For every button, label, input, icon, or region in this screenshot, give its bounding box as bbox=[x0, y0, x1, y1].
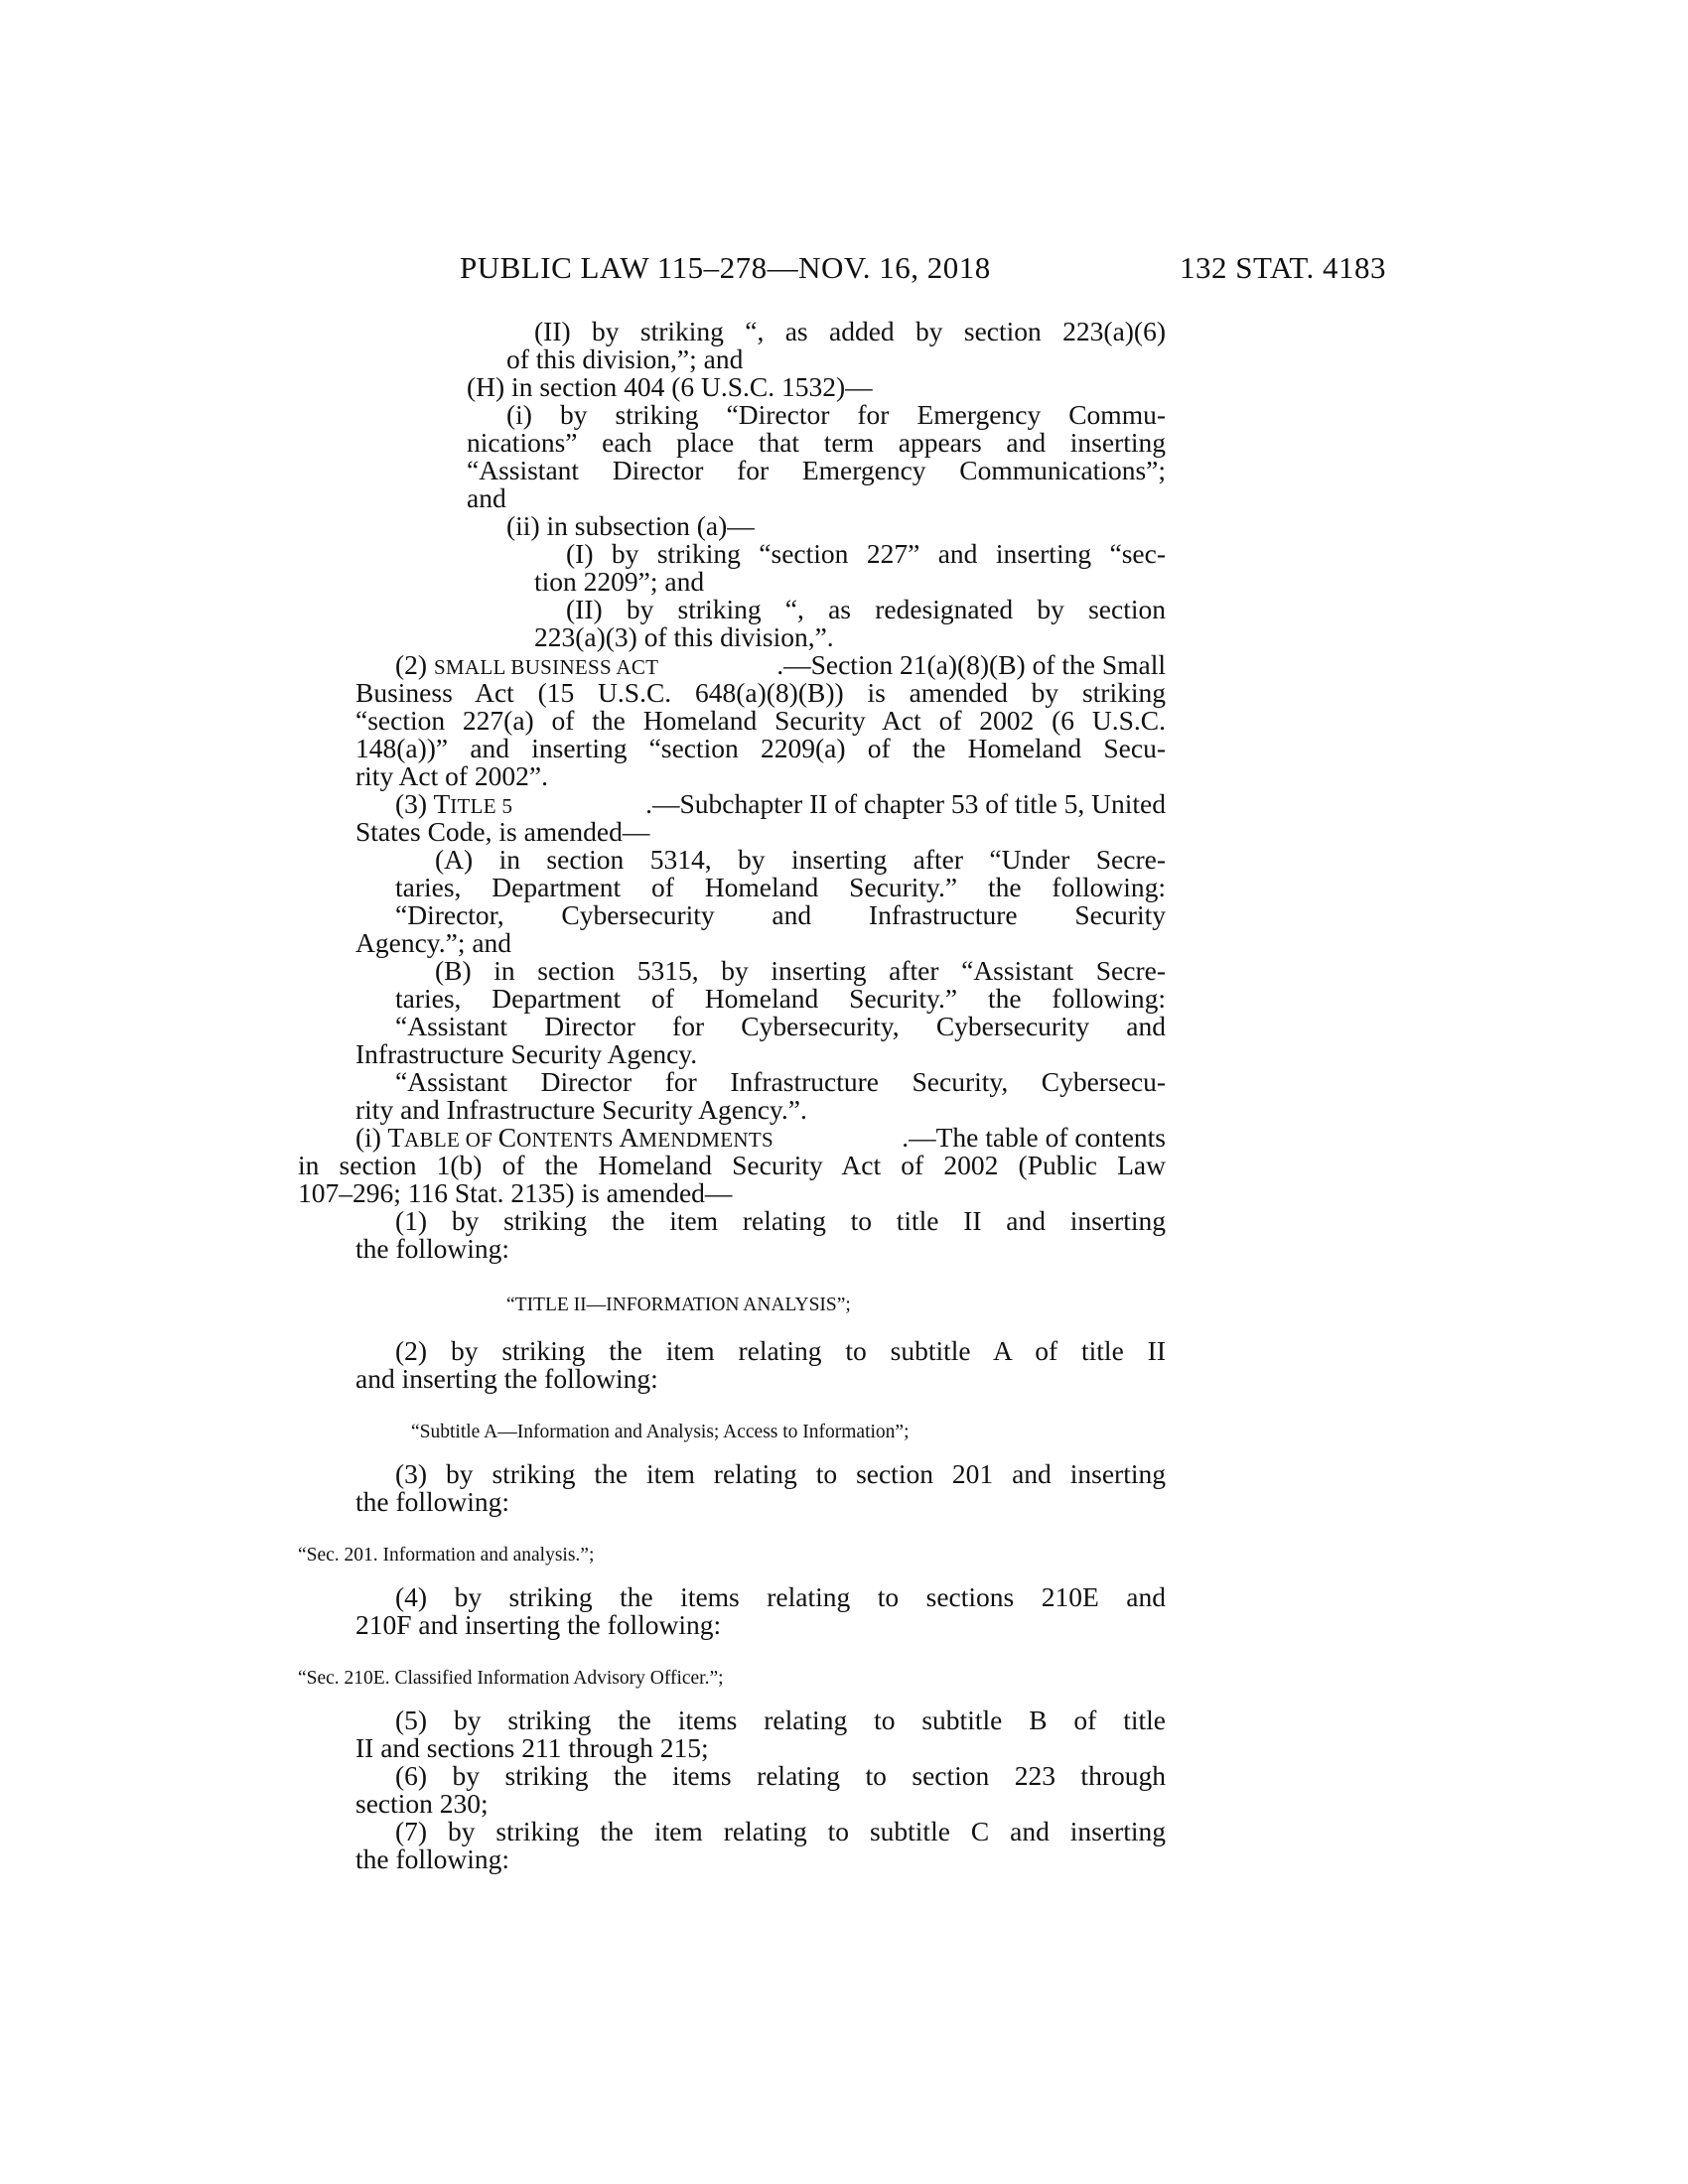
text-line: 223(a)(3) of this division,”. bbox=[534, 621, 834, 652]
text-line: “section 227(a) of the Homeland Security Act of 2002 (6 U.S.C. bbox=[355, 705, 1166, 736]
text-line: the following: bbox=[355, 1843, 510, 1874]
small-caps-heading: MENDMENTS bbox=[638, 1128, 774, 1152]
text-line: (3) by striking the item relating to section 201 and inserting bbox=[395, 1458, 1166, 1489]
text-run: (3) T bbox=[395, 788, 451, 819]
small-caps-heading: ITLE 5 bbox=[450, 794, 513, 818]
running-header-title: PUBLIC LAW 115–278—NOV. 16, 2018 bbox=[460, 250, 991, 285]
text-line: taries, Department of Homeland Security.” the following: bbox=[395, 983, 1166, 1014]
text-line: 210F and inserting the following: bbox=[355, 1609, 722, 1640]
text-run: C bbox=[497, 1122, 517, 1153]
text-line: nications” each place that term appears and inserting bbox=[467, 427, 1166, 458]
toc-insert-line: “Subtitle A—Information and Analysis; Access to Information”; bbox=[411, 1422, 910, 1442]
running-header-stat-page: 132 STAT. 4183 bbox=[1180, 250, 1387, 285]
toc-insert-line: “Sec. 201. Information and analysis.”; bbox=[298, 1545, 595, 1566]
text-line: “Assistant Director for Infrastructure Security, Cybersecu- bbox=[395, 1066, 1166, 1097]
text-line: (II) by striking “, as added by section 223(a)(6) bbox=[534, 316, 1166, 346]
text-line: tion 2209”; and bbox=[534, 566, 705, 597]
text-line: (2) by striking the item relating to subtitle A of title II bbox=[395, 1335, 1166, 1366]
text-line: (H) in section 404 (6 U.S.C. 1532)— bbox=[467, 371, 873, 402]
text-line: the following: bbox=[355, 1486, 510, 1517]
text-line: rity and Infrastructure Security Agency.”. bbox=[355, 1094, 807, 1125]
text-line: “Director, Cybersecurity and Infrastructure Security bbox=[395, 899, 1166, 930]
text-run: (i) T bbox=[355, 1122, 405, 1153]
toc-insert-line: “TITLE II—INFORMATION ANALYSIS”; bbox=[506, 1295, 851, 1315]
toc-insert-line: “Sec. 210E. Classified Information Advisory Officer.”; bbox=[298, 1668, 724, 1689]
text-run: A bbox=[619, 1122, 639, 1153]
text-run: (2) bbox=[395, 649, 434, 680]
text-line: (i) by striking “Director for Emergency Commu- bbox=[506, 399, 1166, 430]
text-line: States Code, is amended— bbox=[355, 816, 650, 847]
small-caps-heading: SMALL BUSINESS ACT bbox=[433, 655, 659, 679]
text-run: .—Section 21(a)(8)(B) of the Small bbox=[776, 649, 1166, 680]
text-line: Agency.”; and bbox=[355, 927, 512, 958]
text-line: 148(a))” and inserting “section 2209(a) of the Homeland Secu- bbox=[355, 733, 1166, 763]
text-run: .—The table of contents bbox=[902, 1122, 1166, 1153]
text-line: (A) in section 5314, by inserting after “Under Secre- bbox=[435, 844, 1166, 875]
text-line: 107–296; 116 Stat. 2135) is amended— bbox=[298, 1177, 733, 1208]
text-line: (5) by striking the items relating to subtitle B of title bbox=[395, 1705, 1166, 1735]
text-line: “Assistant Director for Emergency Communications”; bbox=[467, 455, 1166, 485]
text-line: section 230; bbox=[355, 1788, 489, 1819]
text-line: Infrastructure Security Agency. bbox=[355, 1038, 698, 1069]
text-line: Business Act (15 U.S.C. 648(a)(8)(B)) is amended by striking bbox=[355, 677, 1166, 708]
text-line: the following: bbox=[355, 1233, 510, 1264]
text-line: (ii) in subsection (a)— bbox=[506, 510, 755, 541]
text-line: of this division,”; and bbox=[506, 343, 744, 374]
text-line: (4) by striking the items relating to sections 210E and bbox=[395, 1581, 1166, 1612]
text-line: taries, Department of Homeland Security.” the following: bbox=[395, 872, 1166, 902]
text-line: rity Act of 2002”. bbox=[355, 760, 548, 791]
text-line: (II) by striking “, as redesignated by section bbox=[566, 594, 1166, 624]
text-line: II and sections 211 through 215; bbox=[355, 1732, 709, 1763]
text-line: (7) by striking the item relating to subtitle C and inserting bbox=[395, 1816, 1166, 1846]
text-line: and inserting the following: bbox=[355, 1363, 658, 1394]
text-line: (6) by striking the items relating to section 223 through bbox=[395, 1760, 1166, 1791]
text-line: “Assistant Director for Cybersecurity, Cybersecurity and bbox=[395, 1011, 1166, 1041]
small-caps-heading: ONTENTS bbox=[516, 1128, 620, 1152]
text-line: and bbox=[467, 482, 506, 513]
text-line: in section 1(b) of the Homeland Security Act of 2002 (Public Law bbox=[298, 1150, 1166, 1180]
text-run: .—Subchapter II of chapter 53 of title 5, United bbox=[645, 788, 1166, 819]
text-line: (B) in section 5315, by inserting after “Assistant Secre- bbox=[435, 955, 1166, 986]
text-line: (1) by striking the item relating to title II and inserting bbox=[395, 1205, 1166, 1236]
small-caps-heading: ABLE OF bbox=[404, 1128, 498, 1152]
text-line: (I) by striking “section 227” and inserting “sec- bbox=[566, 538, 1166, 569]
